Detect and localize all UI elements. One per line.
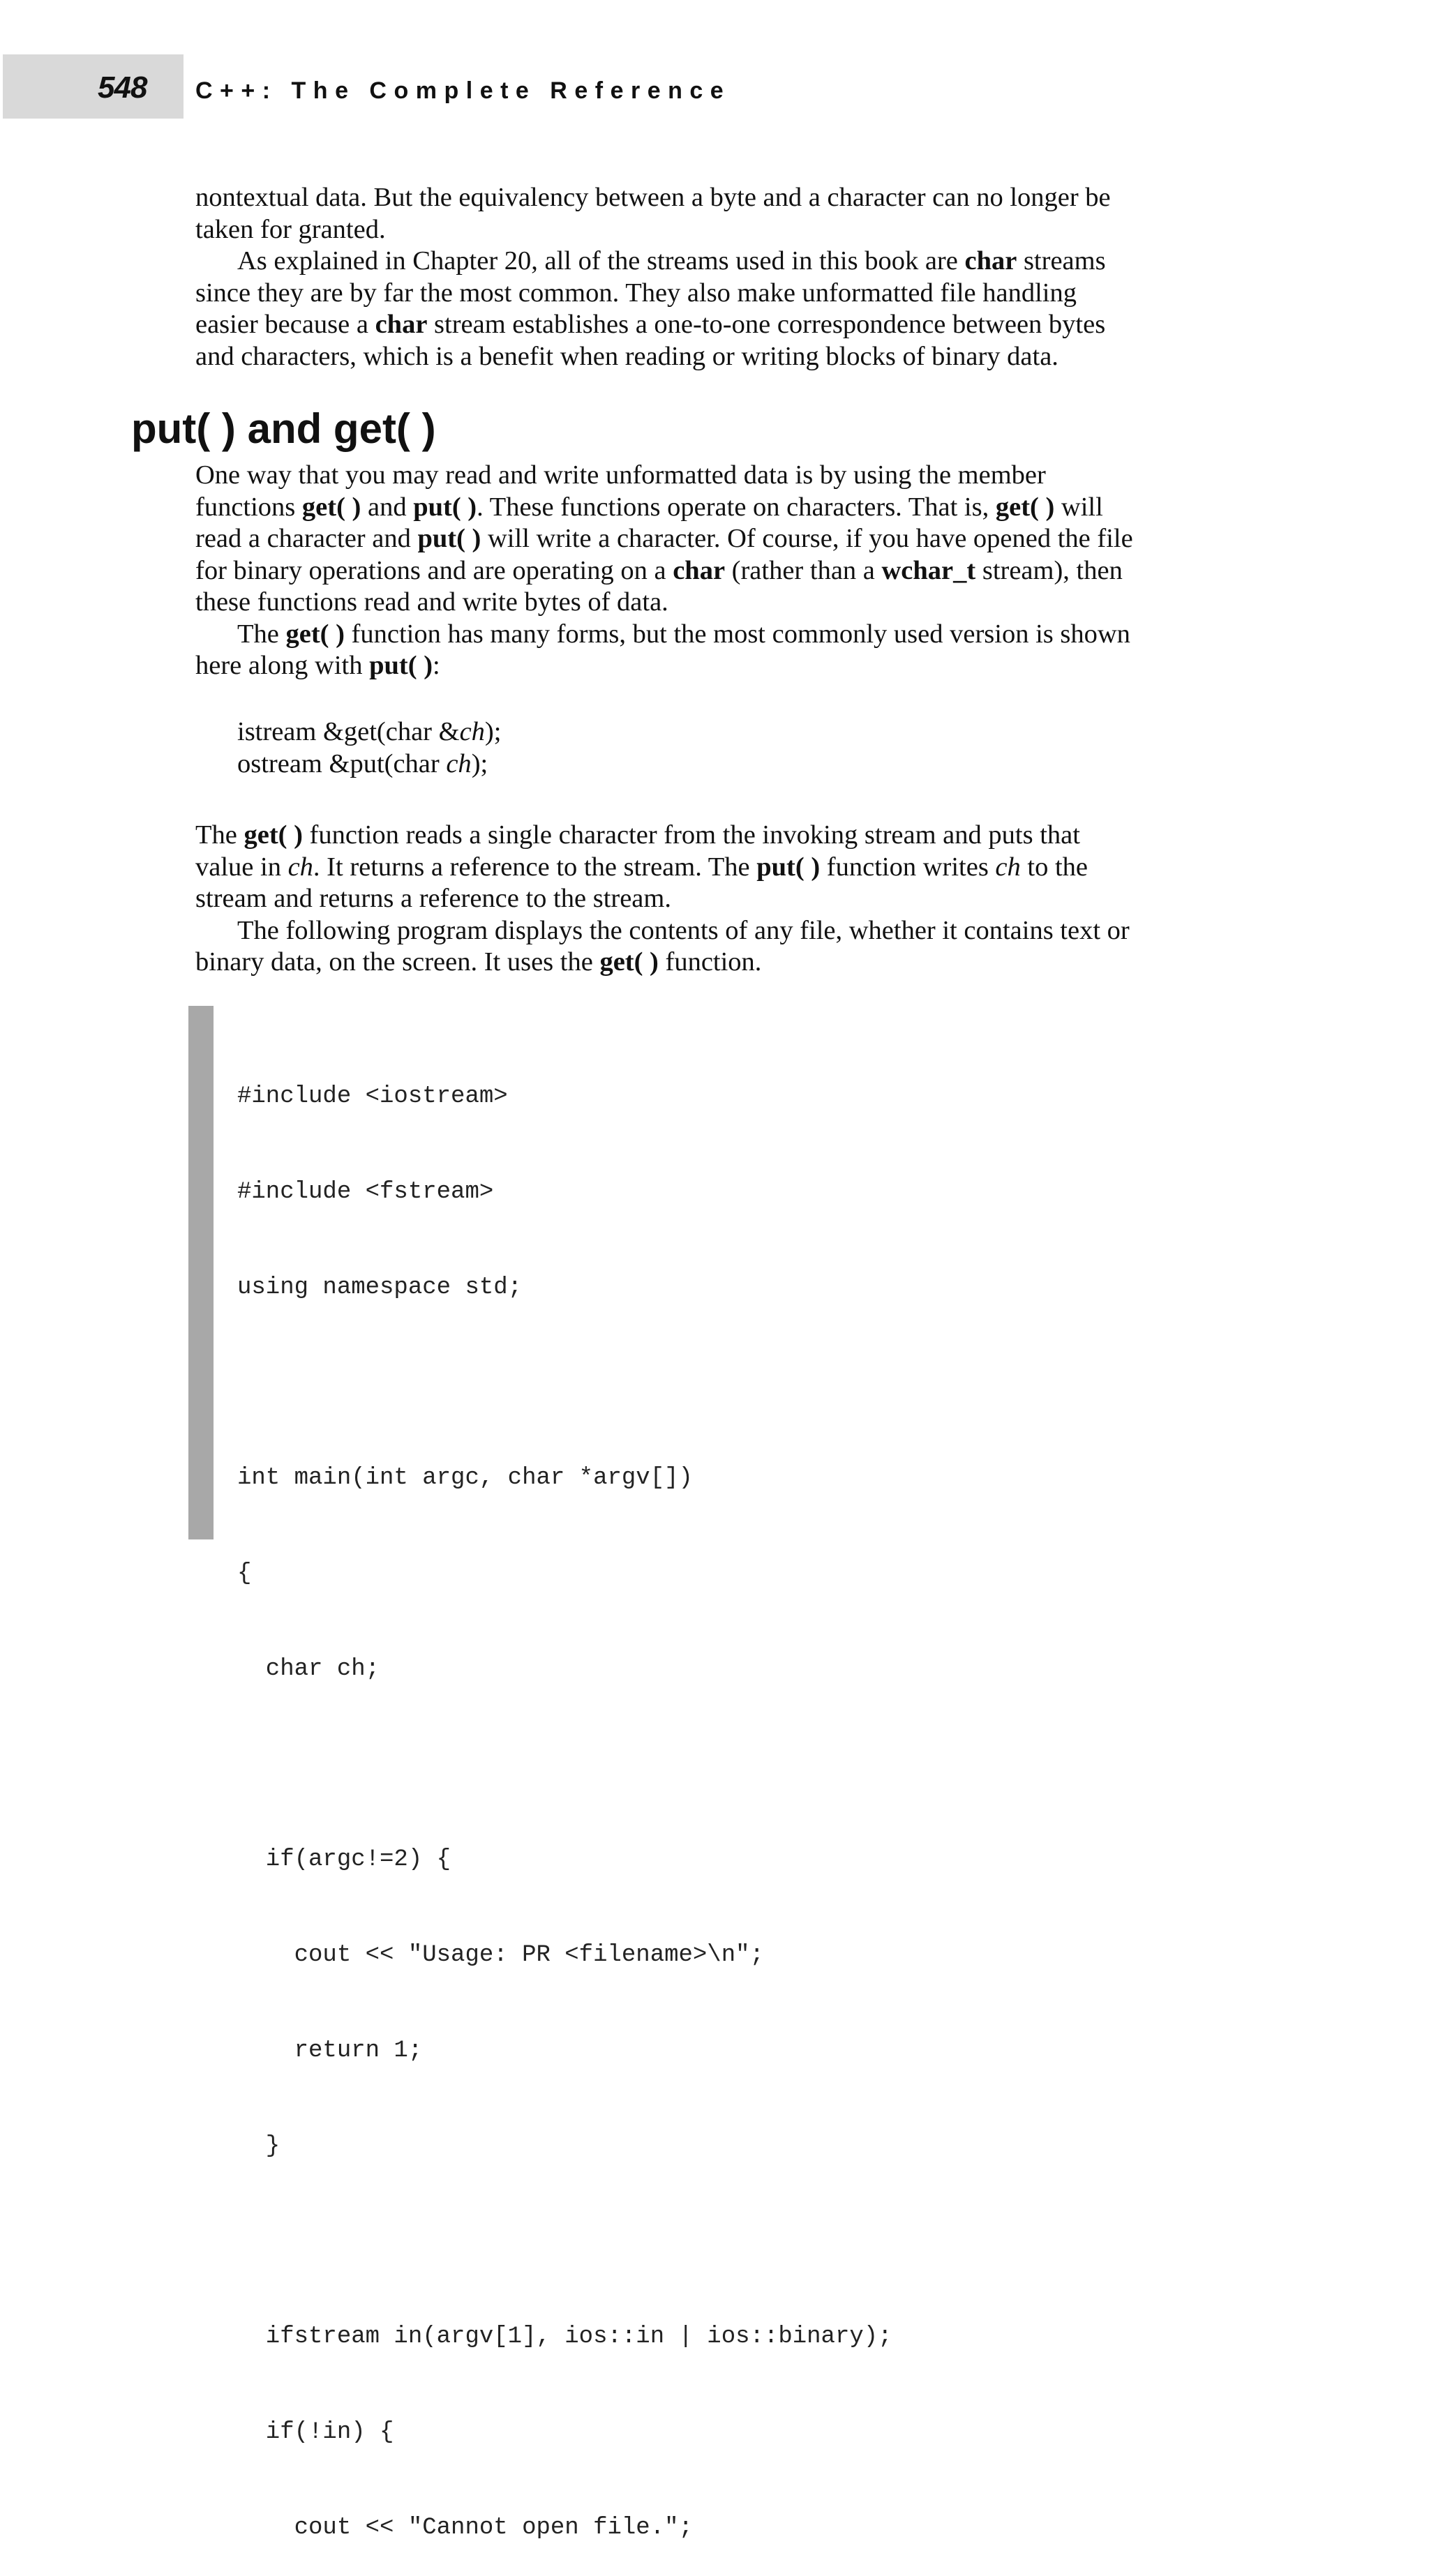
keyword: char xyxy=(964,246,1017,276)
text-line: The get( ) function has many forms, but the most commonly used version is shown xyxy=(237,619,1130,649)
code-line: if(!in) { xyxy=(237,2419,394,2446)
prototype-line: ostream &put(char ch); xyxy=(237,748,488,778)
text-line: stream and returns a reference to the stream. xyxy=(195,884,671,913)
code-line: cout << "Usage: PR <filename>\n"; xyxy=(237,1942,764,1969)
code-line: { xyxy=(237,1560,252,1588)
code-line: if(argc!=2) { xyxy=(237,1846,451,1874)
keyword: char xyxy=(375,310,428,339)
text-line: functions get( ) and put( ). These functions operate on characters. That is, get( ) will xyxy=(195,492,1103,522)
text-line: The get( ) function reads a single character from the invoking stream and puts that xyxy=(195,820,1080,850)
code-line: #include <iostream> xyxy=(237,1083,508,1110)
text-line: taken for granted. xyxy=(195,214,386,244)
code-line: cout << "Cannot open file."; xyxy=(237,2514,693,2541)
text-line: The following program displays the contents of any file, whether it contains text or xyxy=(237,915,1130,945)
code-line: using namespace std; xyxy=(237,1274,523,1301)
code-line xyxy=(237,1749,892,1782)
page-number-tab xyxy=(3,54,184,119)
prototype-line: istream &get(char &ch); xyxy=(237,717,502,746)
text-line: these functions read and write bytes of data. xyxy=(195,587,668,617)
text-line: As explained in Chapter 20, all of the streams used in this book are char streams xyxy=(237,246,1106,276)
code-listing xyxy=(237,1018,892,2576)
code-line xyxy=(237,1368,892,1400)
text-line: value in ch. It returns a reference to the stream. The put( ) function writes ch to the xyxy=(195,852,1088,882)
code-margin-bar xyxy=(188,1006,214,1539)
text-line: easier because a char stream establishes a one-to-one correspondence between bytes xyxy=(195,310,1106,339)
section-heading: put( ) and get( ) xyxy=(131,405,436,452)
code-line: int main(int argc, char *argv[]) xyxy=(237,1465,693,1492)
text-line: here along with put( ): xyxy=(195,651,440,680)
section-intro-text xyxy=(195,460,1133,682)
running-head: C++: The Complete Reference xyxy=(195,77,731,104)
function-prototypes xyxy=(237,716,501,780)
text-line: for binary operations and are operating on a char (rather than a wchar_t stream), then xyxy=(195,555,1123,585)
text-line: and characters, which is a benefit when reading or writing blocks of binary data. xyxy=(195,341,1058,371)
text-line: binary data, on the screen. It uses the get( ) function. xyxy=(195,947,762,977)
code-line: #include <fstream> xyxy=(237,1178,494,1205)
text-line: since they are by far the most common. They also make unformatted file handling xyxy=(195,278,1077,308)
code-line: } xyxy=(237,2132,280,2160)
description-text xyxy=(195,820,1130,979)
code-line: ifstream in(argv[1], ios::in | ios::binary); xyxy=(237,2323,892,2351)
code-line: return 1; xyxy=(237,2038,423,2064)
page-number: 548 xyxy=(98,70,147,105)
text-line: read a character and put( ) will write a character. Of course, if you have opened the file xyxy=(195,524,1133,553)
text-line: One way that you may read and write unformatted data is by using the member xyxy=(195,460,1046,490)
code-line: char ch; xyxy=(237,1655,380,1682)
code-line xyxy=(237,2227,892,2259)
text-line: nontextual data. But the equivalency between a byte and a character can no longer be xyxy=(195,183,1111,212)
intro-text xyxy=(195,182,1111,372)
